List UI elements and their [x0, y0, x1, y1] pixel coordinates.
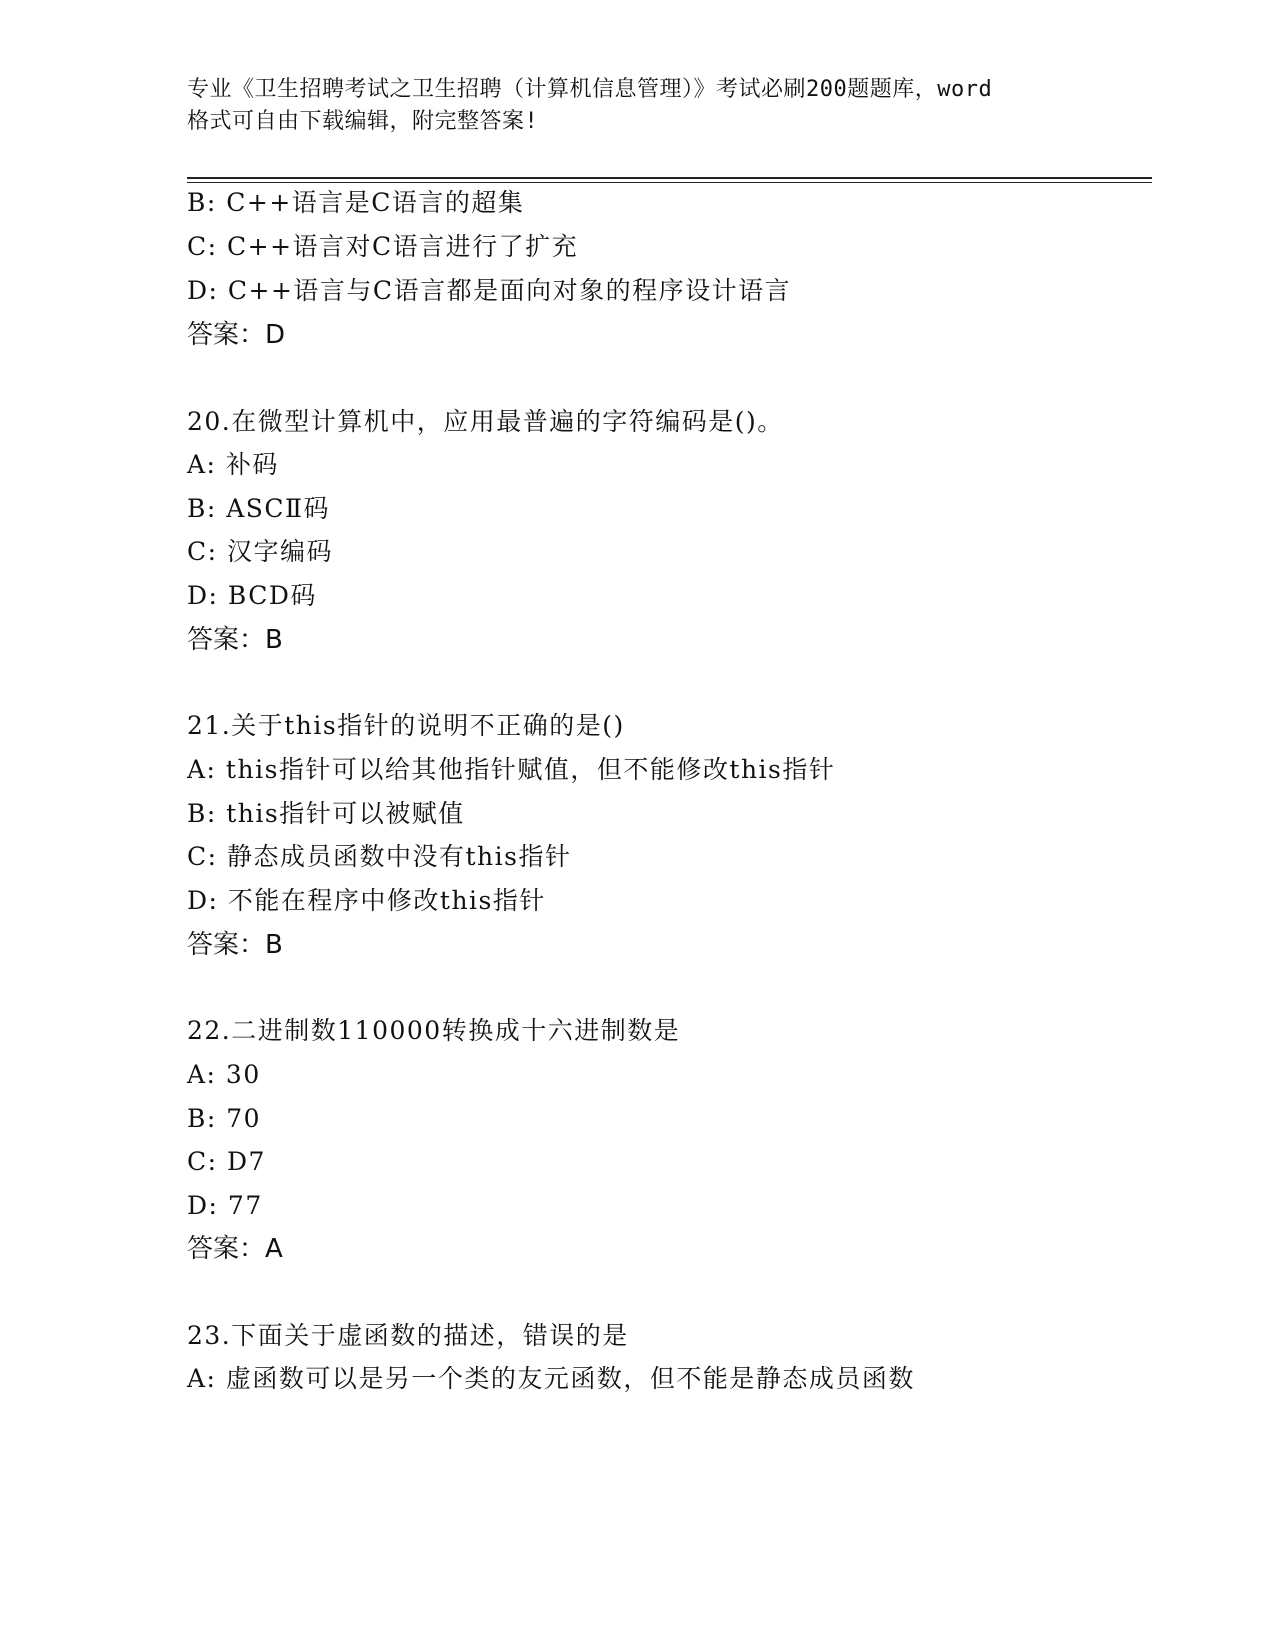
q19-answer: 答案：D: [187, 320, 286, 350]
header-divider-thin: [187, 182, 1152, 183]
q21-option-a: A: this指针可以给其他指针赋值，但不能修改this指针: [187, 755, 836, 784]
header-title-line-1: 专业《卫生招聘考试之卫生招聘（计算机信息管理）》考试必刷200题题库，word: [187, 77, 993, 102]
q20-option-d: D: BCD码: [187, 581, 317, 610]
q19-option-d: D: C++语言与C语言都是面向对象的程序设计语言: [187, 276, 792, 305]
q21-question: 21.关于this指针的说明不正确的是(): [187, 711, 625, 740]
document-header: [187, 74, 1087, 138]
q19-option-c: C: C++语言对C语言进行了扩充: [187, 232, 579, 261]
q22-answer: 答案：A: [187, 1234, 283, 1264]
q20-question: 20.在微型计算机中，应用最普遍的字符编码是()。: [187, 407, 784, 436]
q20-option-b: B: ASCⅡ码: [187, 494, 331, 523]
q20-option-a: A: 补码: [187, 450, 279, 479]
q22-option-a: A: 30: [187, 1060, 261, 1089]
q21-option-d: D: 不能在程序中修改this指针: [187, 886, 546, 915]
q23-question: 23.下面关于虚函数的描述，错误的是: [187, 1321, 629, 1350]
q20-answer: 答案：B: [187, 625, 283, 655]
q22-option-c: C: D7: [187, 1147, 266, 1176]
q22-question: 22.二进制数110000转换成十六进制数是: [187, 1016, 681, 1045]
q22-option-b: B: 70: [187, 1104, 262, 1133]
header-title-line-2: 格式可自由下载编辑，附完整答案!: [187, 109, 539, 134]
q19-option-b: B: C++语言是C语言的超集: [187, 188, 525, 217]
q21-answer: 答案：B: [187, 930, 283, 960]
q22-option-d: D: 77: [187, 1191, 263, 1220]
q23-option-a: A: 虚函数可以是另一个类的友元函数，但不能是静态成员函数: [187, 1364, 915, 1393]
q21-option-b: B: this指针可以被赋值: [187, 799, 465, 828]
q21-option-c: C: 静态成员函数中没有this指针: [187, 842, 572, 871]
header-divider-thick: [187, 177, 1152, 179]
q20-option-c: C: 汉字编码: [187, 537, 333, 566]
